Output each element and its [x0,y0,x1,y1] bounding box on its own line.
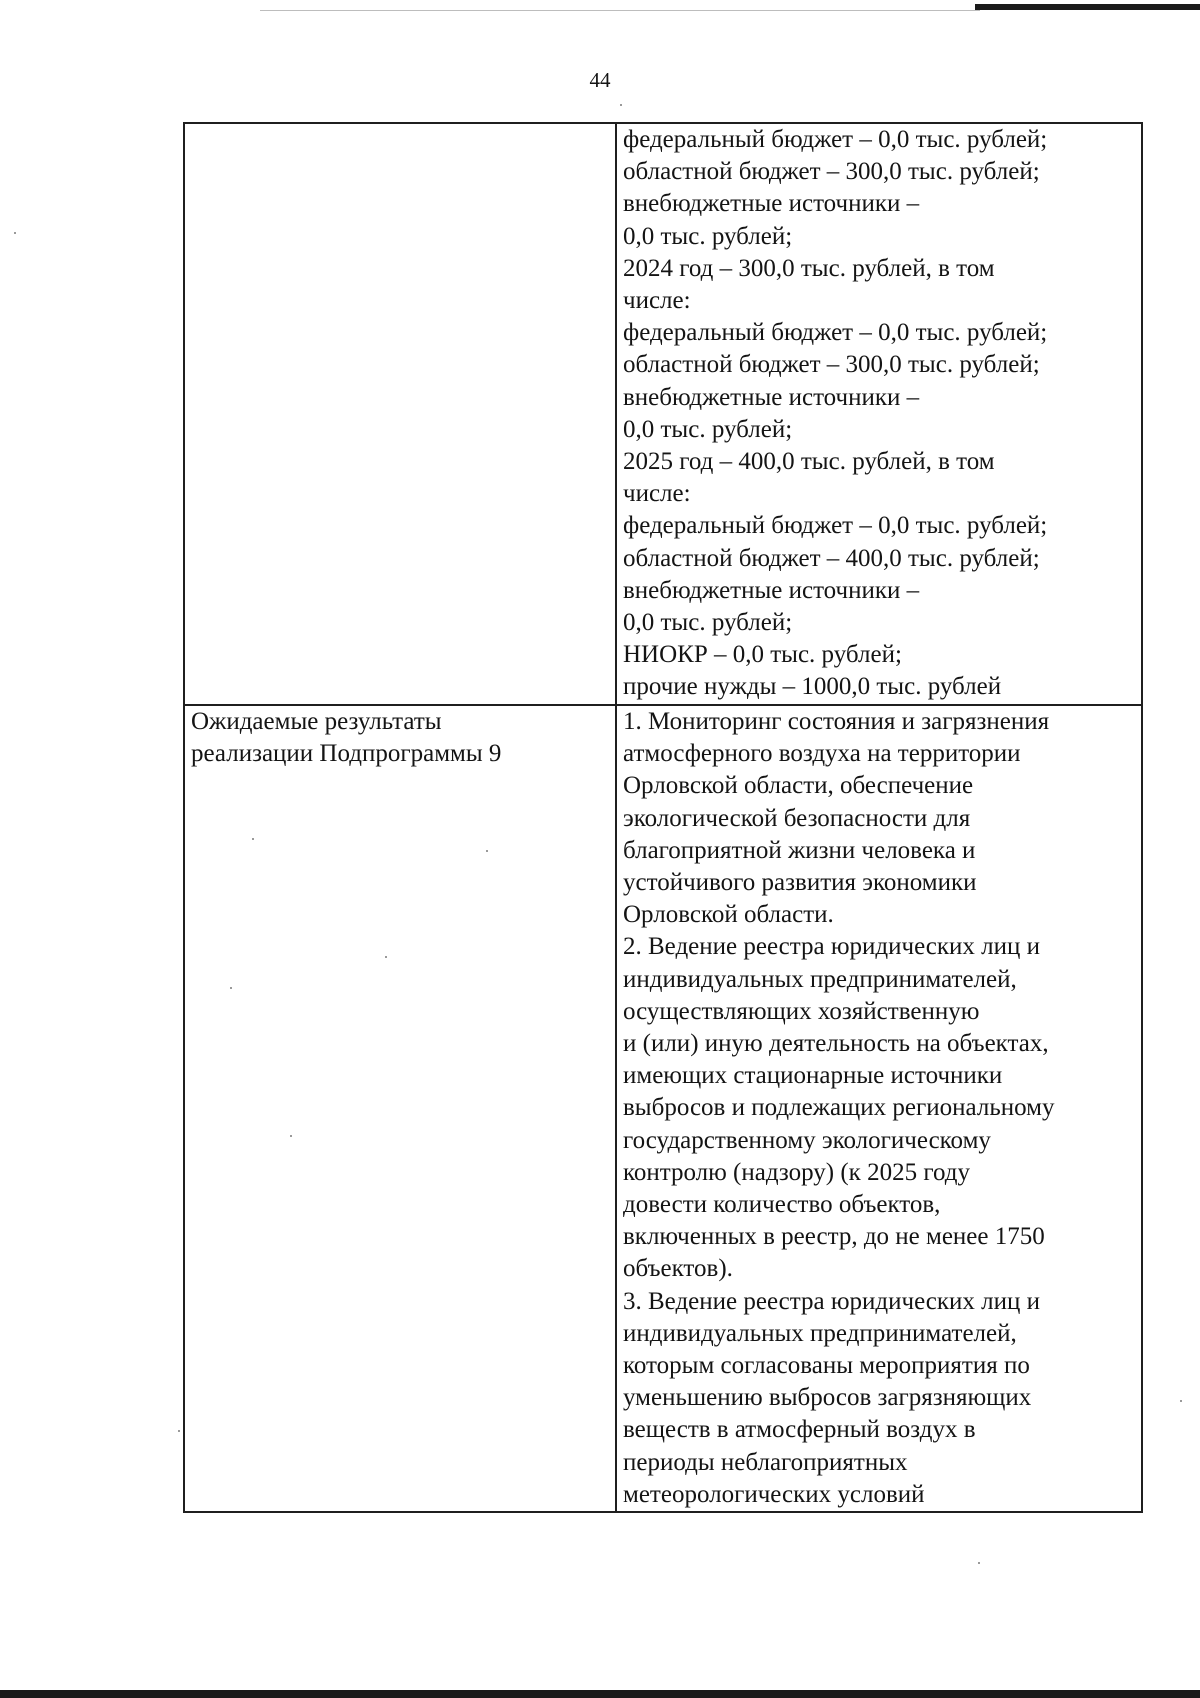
funding-line: 0,0 тыс. рублей; [623,415,793,443]
funding-line: областной бюджет – 300,0 тыс. рублей; [623,351,1040,379]
funding-line: внебюджетные источники – [623,576,920,604]
expected-results-text-cell [616,705,1142,1512]
results-label-line: Ожидаемые результаты [191,708,442,735]
scan-speck [486,850,488,852]
funding-line: областной бюджет – 400,0 тыс. рублей; [623,544,1040,572]
funding-text-cell [616,123,1142,705]
funding-line: внебюджетные источники – [623,383,920,411]
results-text-line: объектов). [623,1255,733,1283]
results-text-line: 3. Ведение реестра юридических лиц и [623,1287,1041,1315]
scan-speck [178,1430,180,1432]
funding-line: 0,0 тыс. рублей; [623,609,793,637]
results-text-line: экологической безопасности для [623,804,971,832]
results-text-line: устойчивого развития экономики [623,869,977,897]
funding-line: федеральный бюджет – 0,0 тыс. рублей; [623,319,1048,347]
funding-label-cell [184,123,616,705]
scan-speck [14,232,16,234]
funding-line: числе: [623,480,691,508]
scan-speck [252,838,254,840]
results-text-line: уменьшению выбросов загрязняющих [623,1384,1032,1412]
results-text-line: контролю (надзору) (к 2025 году [623,1158,970,1186]
funding-line: федеральный бюджет – 0,0 тыс. рублей; [623,126,1048,153]
funding-line: федеральный бюджет – 0,0 тыс. рублей; [623,512,1048,540]
results-text-line: осуществляющих хозяйственную [623,997,980,1025]
scan-speck [620,104,622,106]
scan-speck [230,987,232,989]
results-text-line: атмосферного воздуха на территории [623,740,1021,768]
results-text-line: индивидуальных предпринимателей, [623,965,1017,993]
scan-top-edge-bar [975,4,1200,10]
page-number: 44 [589,68,611,92]
funding-line: прочие нужды – 1000,0 тыс. рублей [623,673,1002,701]
results-text-line: государственному экологическому [623,1126,991,1154]
scan-speck [978,1562,980,1564]
results-text-line: периоды неблагоприятных [623,1448,908,1476]
funding-line: 2025 год – 400,0 тыс. рублей, в том [623,448,995,476]
results-text-line: метеорологических условий [623,1480,925,1508]
scan-speck [290,1135,292,1137]
expected-results-row [184,705,1142,1512]
results-text-line: выбросов и подлежащих региональному [623,1094,1055,1122]
expected-results-label-cell [184,705,616,1512]
results-text-line: 1. Мониторинг состояния и загрязнения [623,708,1050,735]
results-text-line: имеющих стационарные источники [623,1062,1003,1090]
scan-speck [385,956,387,958]
subprogram-passport-table [183,122,1143,1513]
results-label-line: реализации Подпрограммы 9 [191,740,502,768]
results-text-line: и (или) иную деятельность на объектах, [623,1030,1049,1058]
funding-line: числе: [623,287,691,315]
results-text-line: Орловской области. [623,901,834,929]
scan-top-rule [260,10,980,11]
results-text-line: включенных в реестр, до не менее 1750 [623,1223,1045,1251]
results-text-line: индивидуальных предпринимателей, [623,1319,1017,1347]
results-text-line: веществ в атмосферный воздух в [623,1416,976,1444]
funding-line: 2024 год – 300,0 тыс. рублей, в том [623,254,995,282]
scan-bottom-edge-bar [0,1690,1200,1698]
results-text-line: которым согласованы мероприятия по [623,1352,1030,1380]
scan-speck [1180,1400,1182,1402]
funding-line: 0,0 тыс. рублей; [623,222,793,250]
funding-line: областной бюджет – 300,0 тыс. рублей; [623,158,1040,186]
results-text-line: Орловской области, обеспечение [623,772,974,800]
funding-row [184,123,1142,705]
funding-line: внебюджетные источники – [623,190,920,218]
results-text-line: 2. Ведение реестра юридических лиц и [623,933,1041,961]
funding-line: НИОКР – 0,0 тыс. рублей; [623,641,902,669]
results-text-line: благоприятной жизни человека и [623,836,976,864]
results-text-line: довести количество объектов, [623,1191,941,1219]
